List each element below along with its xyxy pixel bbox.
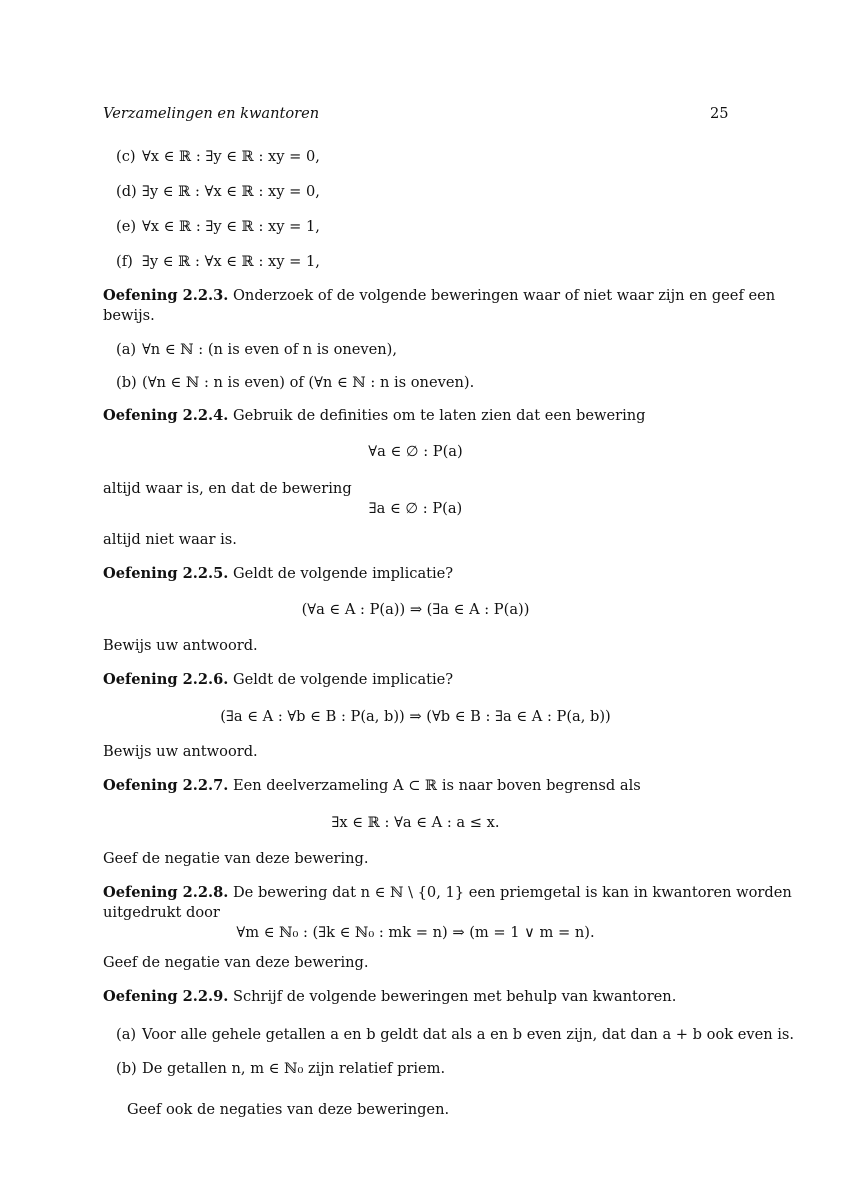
exercise-2-2-9 <box>103 987 676 1007</box>
exercise-text: Geldt de volgende implicatie? <box>228 671 454 688</box>
list-item <box>116 147 320 167</box>
paragraph-text: Bewijs uw antwoord. <box>103 637 258 654</box>
list-item <box>116 1059 445 1079</box>
list-item <box>116 252 320 272</box>
display-formula: ∀m ∈ ℕ₀ : (∃k ∈ ℕ₀ : mk = n) ⇒ (m = 1 ∨ m = n). <box>236 924 595 941</box>
item-label: (b) <box>116 1060 137 1077</box>
item-text: Voor alle gehele getallen a en b geldt dat als a en b even zijn, dat dan a + b ook even is. <box>142 1026 795 1043</box>
list-item <box>116 373 474 393</box>
exercise-2-2-6 <box>103 670 453 690</box>
paragraph-text: Bewijs uw antwoord. <box>103 743 258 760</box>
item-label: (c) <box>116 148 136 165</box>
exercise-text: Gebruik de definities om te laten zien dat een bewering <box>228 407 646 424</box>
item-label: (e) <box>116 218 137 235</box>
exercise-2-2-5 <box>103 564 453 584</box>
display-formula: ∃x ∈ ℝ : ∀a ∈ A : a ≤ x. <box>331 814 500 831</box>
list-item <box>116 1025 794 1045</box>
item-label: (a) <box>116 1026 137 1043</box>
exercise-text: Een deelverzameling A ⊂ ℝ is naar boven begrensd als <box>228 777 641 794</box>
display-formula: (∃a ∈ A : ∀b ∈ B : P(a, b)) ⇒ (∀b ∈ B : ∃a ∈ A : P(a, b)) <box>220 708 611 725</box>
item-formula: ∀x ∈ ℝ : ∃y ∈ ℝ : xy = 0, <box>142 148 320 165</box>
exercise-text-continued: uitgedrukt door <box>103 904 220 921</box>
display-formula: (∀a ∈ A : P(a)) ⇒ (∃a ∈ A : P(a)) <box>301 601 530 618</box>
exercise-label: Oefening 2.2.6. <box>103 671 229 688</box>
paragraph-text: Geef ook de negaties van deze beweringen. <box>127 1101 450 1118</box>
paragraph-text: altijd waar is, en dat de bewering <box>103 480 352 497</box>
item-text: De getallen n, m ∈ ℕ₀ zijn relatief priem. <box>142 1060 446 1077</box>
list-item <box>116 340 397 360</box>
display-formula: ∃a ∈ ∅ : P(a) <box>368 500 463 517</box>
item-label: (b) <box>116 374 137 391</box>
list-item <box>116 182 320 202</box>
exercise-2-2-3 <box>103 286 775 306</box>
item-formula: ∃y ∈ ℝ : ∀x ∈ ℝ : xy = 1, <box>142 253 320 270</box>
item-text: (∀n ∈ ℕ : n is even) of (∀n ∈ ℕ : n is oneven). <box>142 374 475 391</box>
exercise-label: Oefening 2.2.9. <box>103 988 229 1005</box>
display-formula: ∀a ∈ ∅ : P(a) <box>368 443 463 460</box>
paragraph-text: altijd niet waar is. <box>103 531 237 548</box>
item-formula: ∀x ∈ ℝ : ∃y ∈ ℝ : xy = 1, <box>142 218 320 235</box>
exercise-label: Oefening 2.2.3. <box>103 287 229 304</box>
exercise-label: Oefening 2.2.4. <box>103 407 229 424</box>
exercise-text: De bewering dat n ∈ ℕ \ {0, 1} een priemgetal is kan in kwantoren worden <box>228 884 792 901</box>
exercise-text: Onderzoek of de volgende beweringen waar of niet waar zijn en geef een <box>228 287 776 304</box>
paragraph-text: Geef de negatie van deze bewering. <box>103 954 369 971</box>
exercise-2-2-8 <box>103 883 792 903</box>
page-number: 25 <box>710 105 729 122</box>
exercise-label: Oefening 2.2.8. <box>103 884 229 901</box>
exercise-2-2-4 <box>103 406 646 426</box>
exercise-text: Geldt de volgende implicatie? <box>228 565 454 582</box>
list-item <box>116 217 320 237</box>
running-header-title: Verzamelingen en kwantoren <box>103 105 320 122</box>
exercise-2-2-7 <box>103 776 641 796</box>
paragraph-text: Geef de negatie van deze bewering. <box>103 850 369 867</box>
item-formula: ∃y ∈ ℝ : ∀x ∈ ℝ : xy = 0, <box>142 183 320 200</box>
item-text: ∀n ∈ ℕ : (n is even of n is oneven), <box>142 341 397 358</box>
exercise-text-continued: bewijs. <box>103 307 155 324</box>
exercise-label: Oefening 2.2.5. <box>103 565 229 582</box>
item-label: (a) <box>116 341 137 358</box>
exercise-label: Oefening 2.2.7. <box>103 777 229 794</box>
item-label: (f) <box>116 253 133 270</box>
item-label: (d) <box>116 183 137 200</box>
exercise-text: Schrijf de volgende beweringen met behulp van kwantoren. <box>228 988 677 1005</box>
